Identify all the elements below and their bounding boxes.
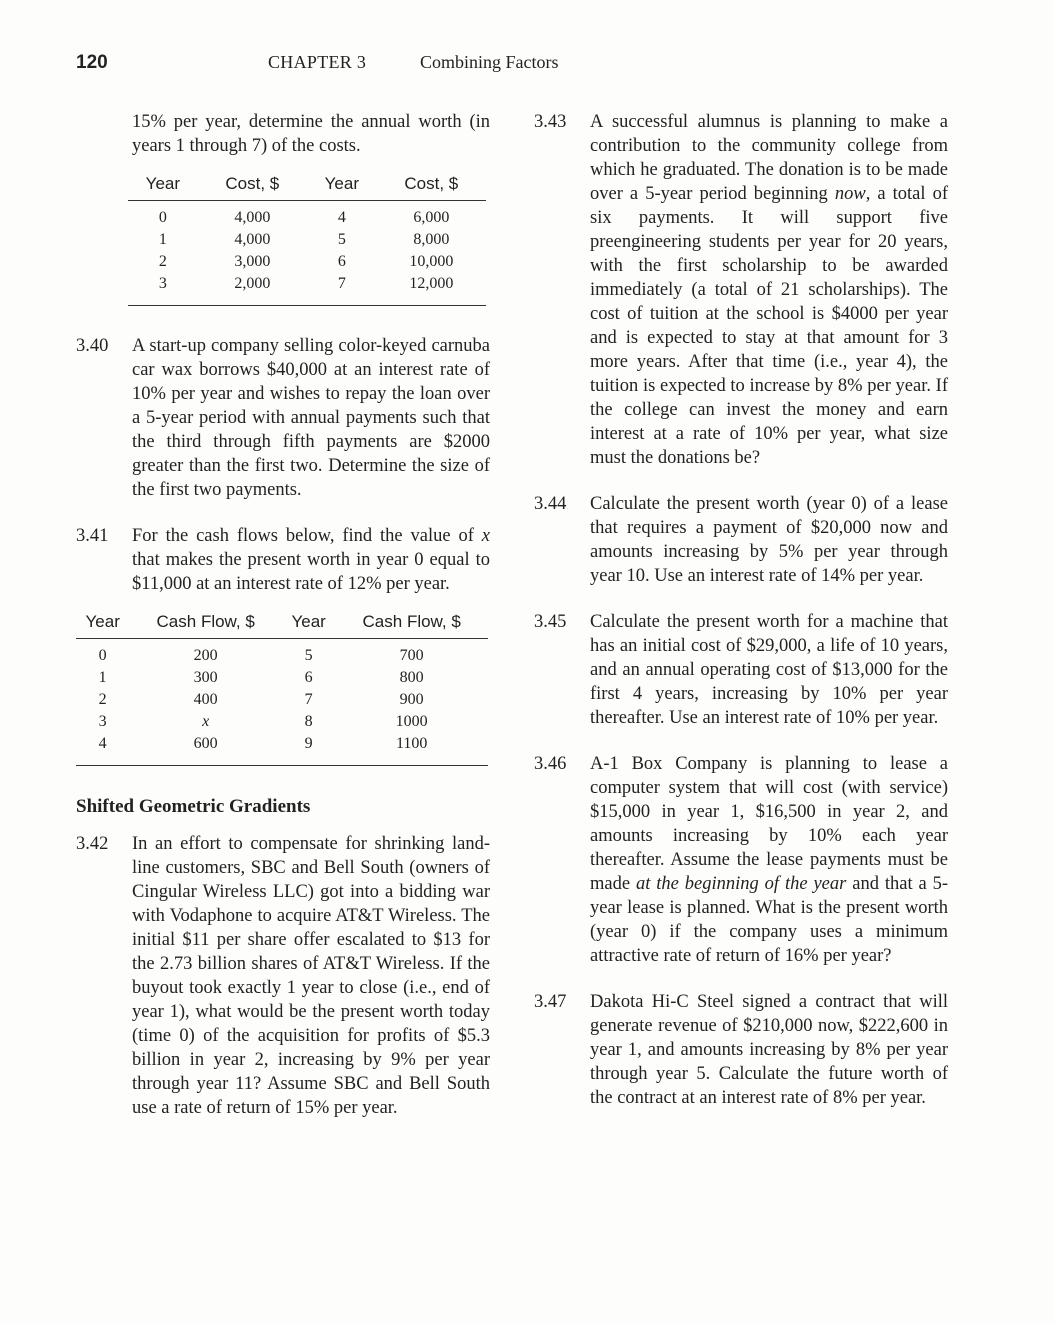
- section-heading: Shifted Geometric Gradients: [76, 796, 311, 817]
- problem-3-46: [534, 752, 948, 968]
- cost-table-header-cell: Cost, $: [377, 174, 486, 201]
- cash-flow-table-body: [76, 639, 488, 766]
- cash-flow-table-cell: 300: [193, 669, 218, 686]
- cost-table-cell: 1: [158, 231, 167, 248]
- cash-flow-table-header: [76, 612, 488, 639]
- right-column: [534, 110, 948, 1132]
- problem-text-a: A-1 Box Company is planning to lease a computer system that will cost (with service) $15,000 in year 1, $16,500 in year 2, and amounts increasing by 10% each year thereafter. Assume the lease payments must be made: [590, 754, 948, 894]
- problem-text: [590, 110, 948, 470]
- cost-table-cell: 2: [158, 253, 167, 270]
- cost-table-cell: 6: [337, 253, 346, 270]
- cash-flow-table-header-cell: Year: [76, 612, 129, 639]
- cash-flow-table-cell: 6: [304, 669, 313, 686]
- cost-table-cell: 4,000: [234, 209, 271, 226]
- cash-flow-table-row: [76, 667, 488, 689]
- cash-flow-table-cell: 400: [193, 691, 218, 708]
- cost-table-cell: 4,000: [234, 231, 271, 248]
- cost-table-cell: 4: [337, 209, 346, 226]
- intro-text: 15% per year, determine the annual worth (in years 1 through 7) of the costs.: [132, 112, 490, 156]
- cash-flow-table-cell: 0: [98, 647, 107, 664]
- cost-table-cell: 7: [307, 273, 377, 306]
- cost-table-cell: 12,000: [377, 273, 486, 306]
- problem-number: 3.44: [534, 494, 567, 514]
- problem-text-a: A successful alumnus is planning to make a contribution to the community college from which he graduated. The donation is to be made over a 5-year period beginning: [590, 112, 948, 204]
- cost-table-cell: 3: [128, 273, 198, 306]
- cash-flow-table-row: [76, 733, 488, 766]
- cash-flow-table-header-cell: Cash Flow, $: [129, 612, 282, 639]
- cash-flow-table-cell: x: [202, 713, 210, 730]
- cash-flow-table-cell: 800: [399, 669, 424, 686]
- problem-3-41: [76, 524, 490, 596]
- problem-text: [590, 752, 948, 968]
- problem-3-44: [534, 492, 948, 588]
- cash-flow-table-header-cell: Year: [282, 612, 335, 639]
- cost-table: [128, 174, 486, 306]
- emphasis-beginning: at the beginning of the year: [635, 874, 847, 894]
- cash-flow-table-cell: 9: [282, 733, 335, 766]
- cost-table-row: [128, 201, 486, 230]
- cost-table-cell: 2,000: [198, 273, 307, 306]
- problem-number: 3.47: [534, 992, 567, 1012]
- cost-table-row: [128, 251, 486, 273]
- page-header: [0, 48, 1054, 78]
- cost-table-header-cell: Cost, $: [198, 174, 307, 201]
- cost-table-cell: 5: [337, 231, 346, 248]
- variable-x: x: [481, 526, 490, 546]
- problem-number: 3.43: [534, 112, 567, 132]
- cash-flow-table-cell: 1100: [335, 733, 488, 766]
- problem-text: In an effort to compensate for shrinking land-line customers, SBC and Bell South (owners of Cingular Wireless LLC) got into a bidding war with Vodaphone to acquire AT&T Wireless. The initial $11 per share offer escalated to $13 for the 2.73 billion shares of AT&T Wireless. If the buyout took exactly 1 year to close (i.e., end of year 1), what would be the present worth today (time 0) of the acquisition for profits of $5.3 billion in year 2, increasing by 9% per year through year 11? Assume SBC and Bell South use a rate of return of 15% per year.: [132, 834, 490, 1118]
- problem-text-b: that makes the present worth in year 0 equal to $11,000 at an interest rate of 12% per year.: [132, 550, 490, 594]
- problem-number: 3.40: [76, 336, 109, 356]
- cash-flow-table-row: [76, 689, 488, 711]
- cost-table-row: [128, 229, 486, 251]
- problem-number: 3.42: [76, 834, 109, 854]
- cash-flow-table-cell: 200: [193, 647, 218, 664]
- cash-flow-table-cell: 3: [98, 713, 107, 730]
- cost-table-cell: 6,000: [413, 209, 450, 226]
- cost-table-cell: 3,000: [234, 253, 271, 270]
- cash-flow-table-cell: 4: [76, 733, 129, 766]
- problem-3-45: [534, 610, 948, 730]
- cash-flow-table-cell: 7: [304, 691, 313, 708]
- cash-flow-table-cell: 1: [98, 669, 107, 686]
- cash-flow-table-cell: 700: [399, 647, 424, 664]
- cost-table-header: [128, 174, 486, 201]
- problem-3-43: [534, 110, 948, 470]
- cost-table-header-cell: Year: [128, 174, 198, 201]
- cash-flow-table: [76, 612, 488, 766]
- cash-flow-table-cell: 900: [399, 691, 424, 708]
- cost-table-cell: 0: [158, 209, 167, 226]
- problem-text-b: and that a 5-year lease is planned. What is the present worth (year 0) if the company uses a minimum attractive rate of return of 16% per year?: [590, 874, 949, 966]
- problem-text: [132, 524, 490, 596]
- cost-table-cell: 8,000: [413, 231, 450, 248]
- chapter-label: CHAPTER 3: [268, 52, 367, 72]
- cash-flow-table-row: [76, 711, 488, 733]
- cash-flow-table-cell: 2: [98, 691, 107, 708]
- problem-text: Calculate the present worth (year 0) of a lease that requires a payment of $20,000 now and amounts increasing by 5% per year through year 10. Use an interest rate of 14% per year.: [590, 494, 948, 586]
- chapter-title: Combining Factors: [420, 52, 559, 72]
- problem-text-b: , a total of six payments. It will support five preengineering students per year for 20 years, with the first scholarship to be awarded immediately (a total of 21 scholarships). The cost of tuition at the school is $4000 per year and is expected to stay at that amount for 3 more years. After that time (i.e., year 4), the tuition is expected to increase by 8% per year. If the college can invest the money and earn interest at a rate of 10% per year, what size must the donations be?: [590, 184, 948, 468]
- problem-number: 3.41: [76, 526, 109, 546]
- cost-table-row: [128, 273, 486, 306]
- cash-flow-table-cell: 5: [304, 647, 313, 664]
- cash-flow-table-header-cell: Cash Flow, $: [335, 612, 488, 639]
- emphasis-now: now: [834, 184, 866, 204]
- problem-3-40: [76, 334, 490, 502]
- cash-flow-table-cell: 600: [129, 733, 282, 766]
- problem-number: 3.45: [534, 612, 567, 632]
- left-column: [76, 110, 490, 1142]
- problem-text: A start-up company selling color-keyed carnuba car wax borrows $40,000 at an interest rate of 10% per year and wishes to repay the loan over a 5-year period with annual payments such that the third through fifth payments are $2000 greater than the first two. Determine the size of the first two payments.: [132, 336, 490, 500]
- problem-3-47: [534, 990, 948, 1110]
- problem-text-a: For the cash flows below, find the value of: [132, 526, 482, 546]
- cost-table-header-cell: Year: [307, 174, 377, 201]
- cash-flow-table-cell: 1000: [395, 713, 428, 730]
- problem-text: Calculate the present worth for a machine that has an initial cost of $29,000, a life of 10 years, and an annual operating cost of $13,000 for the first 4 years, increasing by 10% per year thereafter. Use an interest rate of 10% per year.: [590, 612, 948, 728]
- cash-flow-table-row: [76, 639, 488, 668]
- problem-text: Dakota Hi-C Steel signed a contract that will generate revenue of $210,000 now, $222,600 in year 1, and amounts increasing by 8% per year through year 5. Calculate the future worth of the contract at an interest rate of 8% per year.: [590, 992, 948, 1108]
- page-number: 120: [76, 52, 108, 73]
- cash-flow-table-cell: 8: [304, 713, 313, 730]
- cost-table-body: [128, 201, 486, 306]
- cost-table-cell: 10,000: [409, 253, 454, 270]
- problem-number: 3.46: [534, 754, 567, 774]
- problem-3-42: [76, 832, 490, 1120]
